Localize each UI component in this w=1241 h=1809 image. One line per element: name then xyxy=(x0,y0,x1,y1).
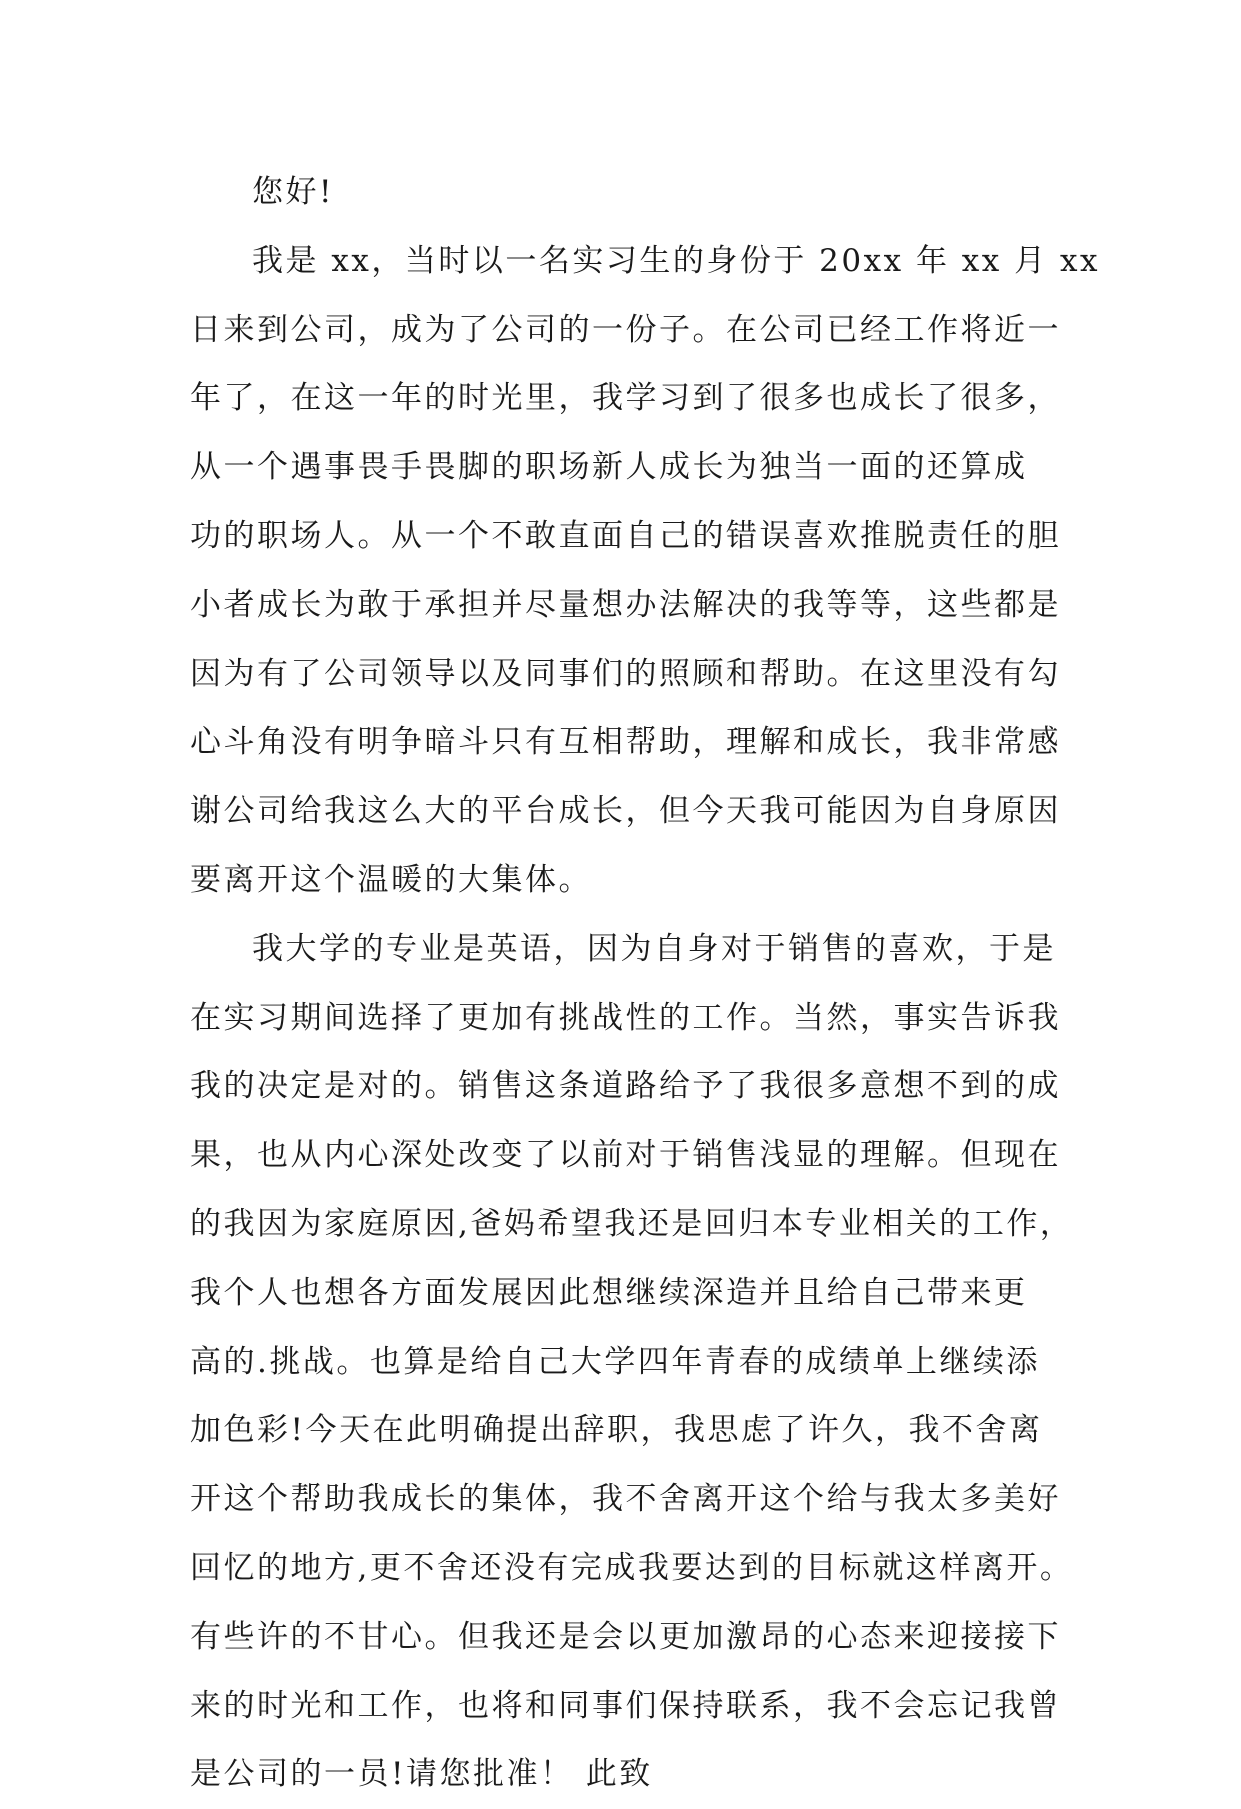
text-line: 在实习期间选择了更加有挑战性的工作。当然，事实告诉我 xyxy=(190,999,1061,1036)
text-line: 我的决定是对的。销售这条道路给予了我很多意想不到的成 xyxy=(190,1068,1061,1105)
text-line: 回忆的地方,更不舍还没有完成我要达到的目标就这样离开。 xyxy=(190,1549,1074,1586)
paragraph-2 xyxy=(190,915,1074,1809)
text-line: 心斗角没有明争暗斗只有互相帮助，理解和成长，我非常感 xyxy=(190,724,1061,761)
text-line: 功的职场人。从一个不敢直面自己的错误喜欢推脱责任的胆 xyxy=(190,517,1061,554)
text-line: 要离开这个温暖的大集体。 xyxy=(190,861,592,898)
text-line: 有些许的不甘心。但我还是会以更加激昂的心态来迎接接下 xyxy=(190,1618,1061,1655)
text-line: 我大学的专业是英语，因为自身对于销售的喜欢，于是 xyxy=(252,930,1056,967)
text-line: 果，也从内心深处改变了以前对于销售浅显的理解。但现在 xyxy=(190,1137,1061,1174)
text-line: 因为有了公司领导以及同事们的照顾和帮助。在这里没有勾 xyxy=(190,655,1061,692)
text-line: 开这个帮助我成长的集体，我不舍离开这个给与我太多美好 xyxy=(190,1481,1061,1518)
text-line: 是公司的一员!请您批准！ 此致 xyxy=(190,1756,653,1793)
text-line: 年了，在这一年的时光里，我学习到了很多也成长了很多， xyxy=(190,380,1061,417)
text-line: 来的时光和工作，也将和同事们保持联系，我不会忘记我曾 xyxy=(190,1687,1061,1724)
text-line: 从一个遇事畏手畏脚的职场新人成长为独当一面的还算成 xyxy=(190,449,1028,486)
greeting: 您好! xyxy=(252,174,334,210)
text-line: 谢公司给我这么大的平台成长，但今天我可能因为自身原因 xyxy=(190,793,1061,830)
text-line: 日来到公司，成为了公司的一份子。在公司已经工作将近一 xyxy=(190,311,1061,348)
letter-body xyxy=(190,158,1100,1809)
text-line: 我是 xx，当时以一名实习生的身份于 20xx 年 xx 月 xx xyxy=(252,242,1100,279)
text-line: 的我因为家庭原因,爸妈希望我还是回归本专业相关的工作， xyxy=(190,1205,1074,1242)
text-line: 小者成长为敢于承担并尽量想办法解决的我等等，这些都是 xyxy=(190,586,1061,623)
text-line: 高的.挑战。也算是给自己大学四年青春的成绩单上继续添 xyxy=(190,1343,1040,1380)
paragraph-1 xyxy=(190,227,1100,915)
text-line: 加色彩!今天在此明确提出辞职，我思虑了许久，我不舍离 xyxy=(190,1412,1043,1449)
text-line: 我个人也想各方面发展因此想继续深造并且给自己带来更 xyxy=(190,1274,1028,1311)
